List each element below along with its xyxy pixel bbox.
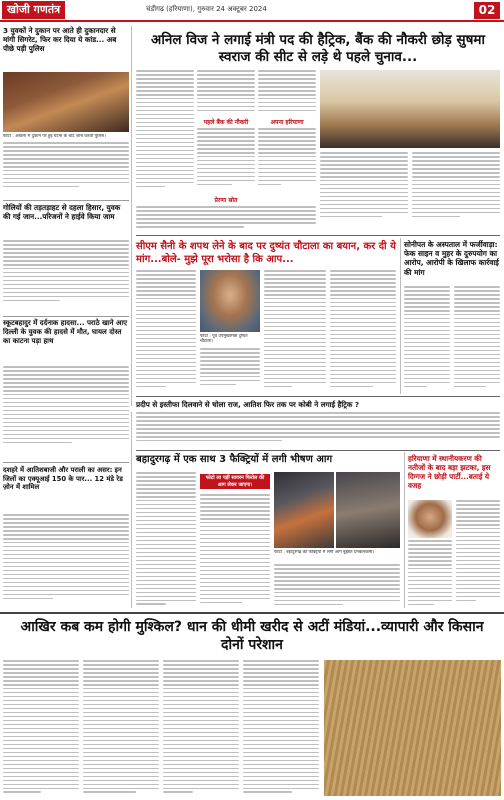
divider: [3, 316, 129, 317]
column-divider: [400, 238, 401, 394]
second-caption: फोटो : पूर्व उपमुख्यमंत्री दुष्यंत चौटाला।: [200, 334, 248, 345]
second-body-col3: [264, 270, 326, 390]
divider: [136, 235, 500, 236]
second-body-col4: [330, 270, 396, 390]
left-lower-headline: स्कूटबहादुर में दर्दनाक हादसा... पराठे खाने आए दिल्ली के युवक की हादसे में मौत, घायल दोस्त का काटना पड़ा हाथ: [3, 319, 127, 345]
dushyant-photo: [200, 270, 260, 332]
section-divider: [0, 612, 504, 614]
lead-photo: [320, 70, 500, 148]
fire-body-col1: [136, 472, 196, 608]
second-headline: सीएम सैनी के शपथ लेने के बाद पर दुष्यंत चौटाला का बयान, कर दी ये मांग...बोले- मुझे पूरा भरोसा है कि आप...: [136, 241, 396, 265]
left-mid-headline: गोलियों की तड़तड़ाहट से दहला हिसार, युवक की गई जान...परिजनों ने हाईवे किया जाम: [3, 203, 121, 221]
left-bottom-body: [3, 514, 129, 608]
edition-date: चंडीगढ़ (हरियाणा), गुरुवार 24 अक्टूबर 2024: [146, 5, 267, 13]
fire-body-col3: [274, 564, 400, 608]
band-body: [136, 412, 500, 446]
second-body-col1: [136, 270, 196, 390]
right-mid-headline: सोनीपत के अस्पताल में फर्जीवाड़ा: फेक साइन व मुहर के दुरुपयोग का आरोप, आरोपी के खिलाफ कार्रवाई की मांग: [404, 240, 499, 277]
fire-body-col2: [200, 494, 270, 608]
bottom-body-col2: [83, 660, 159, 796]
lead-subhead-2: अपना हरियाणा: [270, 119, 304, 126]
lead-body-bottom: [136, 206, 316, 232]
left-top-caption: फोटो : अंबाला में दुकान पर हुई घटना के बाद जांच करती पुलिस।: [3, 134, 106, 139]
politician-photo: [408, 500, 452, 538]
fire-caption: फोटो : बहादुरगढ़ की फैक्ट्रियों में लगी आग बुझाते दमकलकर्मी।: [274, 550, 375, 555]
bottom-body-col4: [243, 660, 319, 796]
band-headline: प्रदीप से इस्तीफा दिलवाने से चोला राज, आतिश फिर तक पर कोबी ने लगाई हैट्रिक ?: [136, 400, 360, 409]
lead-body-col4: [320, 152, 408, 220]
fire-photo-2: [336, 472, 400, 548]
masthead: [0, 0, 504, 22]
divider: [136, 450, 500, 451]
column-divider: [131, 412, 132, 608]
lead-body-col3b: [258, 128, 316, 190]
haryana-headline: हरियाणा में स्थानीयकरण की नतीजों के बाद बड़ा झटका, इस दिग्गज ने छोड़ी पार्टी...बताई ये वजह: [408, 454, 491, 490]
haryana-body-col2: [456, 500, 500, 608]
bottom-body-col1: [3, 660, 79, 796]
lead-subhead-1: पहले बैंक की नौकरी: [203, 119, 249, 126]
lead-headline: अनिल विज ने लगाई मंत्री पद की हैट्रिक, बैंक की नौकरी छोड़ सुषमा स्वराज की सीट से लड़े थे पहले चुनाव...: [151, 32, 485, 65]
left-top-photo: [3, 72, 129, 132]
fire-headline: बहादुरगढ़ में एक साथ 3 फैक्ट्रियों में लगी भीषण आग: [136, 454, 333, 465]
lead-body-col3a: [258, 70, 316, 116]
newspaper-title: खोजी गणतंत्र: [2, 1, 65, 19]
left-top-body: [3, 142, 129, 198]
fire-subhead: फोटो ला पड़ीं सायरन फिरोल की आग लेकर जाएगा।: [200, 474, 270, 489]
paddy-mandi-photo: [324, 660, 501, 796]
left-bottom-headline: दशहरे में आतिशबाजी और पराली का असर: इन जिलों का एक्यूआई 150 के पार... 12 मंडे रेड ज़ोन में शामिल: [3, 466, 123, 492]
right-mid-body-col2: [454, 286, 500, 392]
lead-body-col5: [412, 152, 500, 220]
second-body-col2: [200, 348, 260, 390]
bottom-body-col3: [163, 660, 239, 796]
lead-body-col2a: [197, 70, 255, 116]
left-mid-body: [3, 240, 129, 314]
bottom-headline: आखिर कब कम होगी मुश्किल? धान की धीमी खरीद से अटीं मंडियां...व्यापारी और किसान दोनों परेशान: [20, 619, 484, 653]
divider: [3, 200, 129, 201]
page-number: 02: [474, 2, 500, 19]
column-divider: [404, 452, 405, 608]
haryana-body-col1: [408, 540, 452, 608]
fire-photo-1: [274, 472, 334, 548]
right-mid-body-col1: [404, 286, 450, 392]
left-lower-body: [3, 366, 129, 458]
divider: [136, 396, 500, 397]
divider: [3, 462, 129, 463]
lead-body-col1: [136, 70, 194, 190]
left-top-headline: 3 युवकों ने दुकान पर आते ही दुकानदार से मांगी सिगरेट, फिर कर दिया ये कांड... अब पीछे पड़ी पुलिस: [3, 26, 117, 53]
lead-body-col2b: [197, 128, 255, 190]
lead-subhead-3: प्रेरणा स्रोत: [214, 197, 238, 204]
column-divider: [131, 26, 132, 406]
